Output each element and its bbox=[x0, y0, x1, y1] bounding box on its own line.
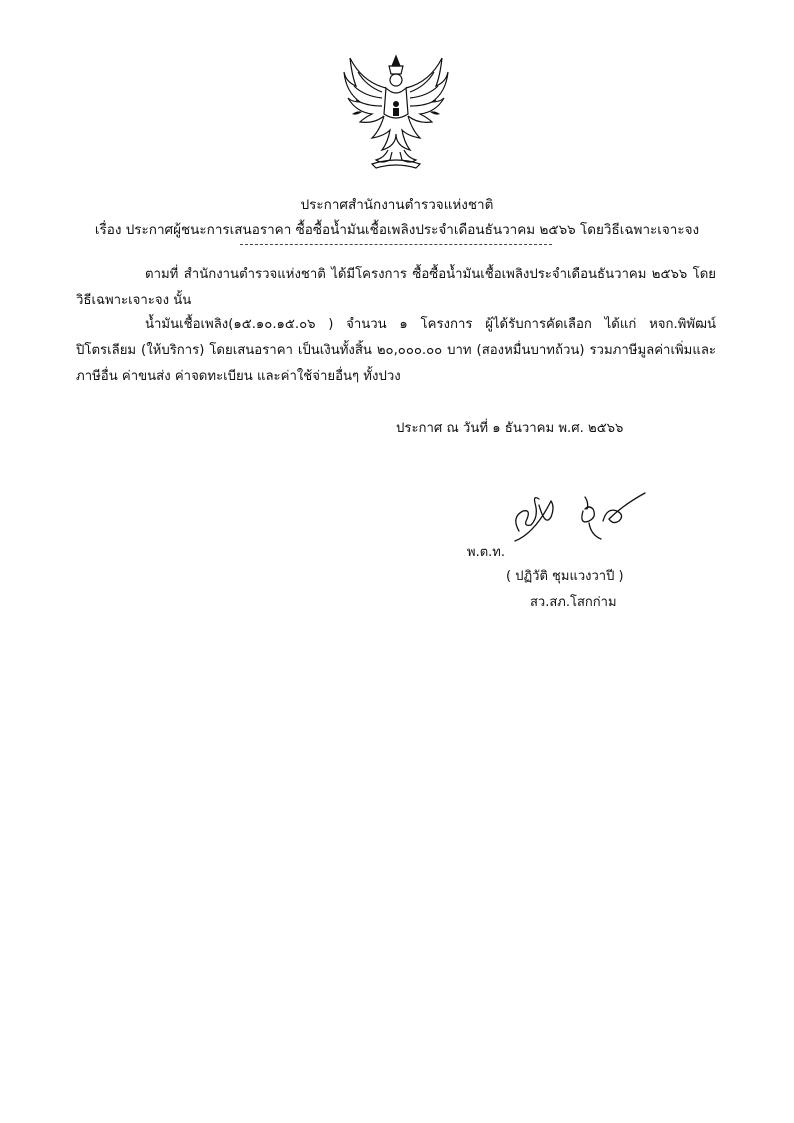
divider bbox=[240, 244, 552, 245]
signer-rank: พ.ต.ท. bbox=[467, 545, 505, 560]
signer-name: ( ปฏิวัติ ชุมแวงวาปี ) bbox=[506, 569, 624, 584]
announcement-date: ประกาศ ณ วันที่ ๑ ธันวาคม พ.ศ. ๒๕๖๖ bbox=[396, 421, 624, 436]
body-paragraph-1: ตามที่ สำนักงานตำรวจแห่งชาติ ได้มีโครงการ ซื้อซื้อน้ำมันเชื้อเพลิงประจำเดือนธันวาคม ๒๕๖๖ โดยวิธีเฉพาะเจาะจง นั้น bbox=[76, 267, 716, 308]
handwritten-signature bbox=[505, 487, 655, 547]
signer-position: สว.สภ.โสกก่าม bbox=[530, 595, 617, 610]
garuda-emblem-icon bbox=[342, 52, 450, 170]
announcement-subject: เรื่อง ประกาศผู้ชนะการเสนอราคา ซื้อซื้อน้ำมันเชื้อเพลิงประจำเดือนธันวาคม ๒๕๖๖ โดยวิธีเฉพาะเจาะจง bbox=[94, 222, 700, 238]
page-title: ประกาศสำนักงานตำรวจแห่งชาติ bbox=[300, 197, 494, 213]
body-paragraph-2: น้ำมันเชื้อเพลิง(๑๕.๑๐.๑๕.๐๖ ) จำนวน ๑ โครงการ ผู้ได้รับการคัดเลือก ได้แก่ หจก.พิพัฒน์ปิโตรเลียม (ให้บริการ) โดยเสนอราคา เป็นเงินทั้งสิ้น ๒๐,๐๐๐.๐๐ บาท (สองหมื่นบาทถ้วน) รวมภาษีมูลค่าเพิ่มและภาษีอื่น ค่าขนส่ง ค่าจดทะเบียน และค่าใช้จ่ายอื่นๆ ทั้งปวง bbox=[76, 317, 716, 384]
